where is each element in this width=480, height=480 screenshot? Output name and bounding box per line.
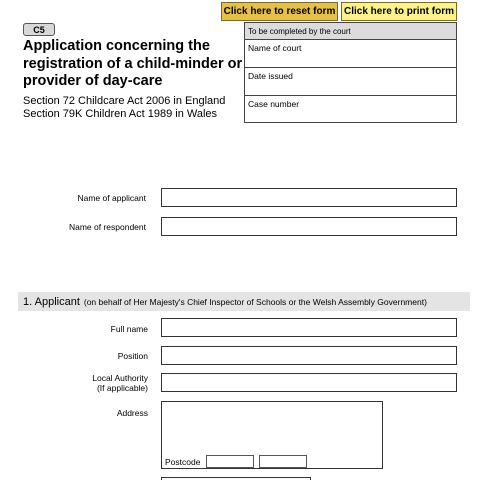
section-note: (on behalf of Her Majesty's Chief Inspector of Schools or the Welsh Assembly Government)	[83, 296, 427, 307]
full-name-input[interactable]	[161, 318, 457, 337]
local-authority-sublabel: (If applicable)	[96, 383, 148, 393]
section-title: 1. Applicant	[23, 295, 80, 308]
postcode-input-part2[interactable]	[259, 455, 307, 468]
section-applicant-header	[18, 292, 470, 311]
respondent-name-input[interactable]	[161, 217, 457, 236]
reset-form-button[interactable]: Click here to reset form	[221, 2, 338, 21]
postcode-label: Postcode	[165, 457, 201, 467]
subtitle-wales: Section 79K Children Act 1989 in Wales	[23, 108, 218, 120]
applicant-name-input[interactable]	[161, 188, 457, 207]
position-label: Position	[117, 351, 148, 361]
address-label: Address	[116, 408, 148, 418]
postcode-input-part1[interactable]	[206, 455, 254, 468]
date-issued-field[interactable]: Date issued	[245, 68, 456, 96]
respondent-name-label: Name of respondent	[68, 222, 146, 232]
position-input[interactable]	[161, 346, 457, 365]
form-code-badge: C5	[23, 23, 55, 36]
full-name-label: Full name	[110, 324, 148, 334]
subtitle-england: Section 72 Childcare Act 2006 in England	[23, 95, 226, 107]
court-box-heading: To be completed by the court	[245, 23, 456, 40]
court-use-box	[244, 22, 457, 123]
local-authority-label: Local Authority	[92, 373, 148, 383]
court-name-field[interactable]: Name of court	[245, 40, 456, 68]
print-form-button[interactable]: Click here to print form	[341, 2, 457, 21]
local-authority-input[interactable]	[161, 373, 457, 392]
applicant-name-label: Name of applicant	[77, 193, 146, 203]
form-title: Application concerning the registration of a child-minder or provider of day-care	[23, 38, 243, 89]
case-number-field[interactable]: Case number	[248, 99, 300, 109]
